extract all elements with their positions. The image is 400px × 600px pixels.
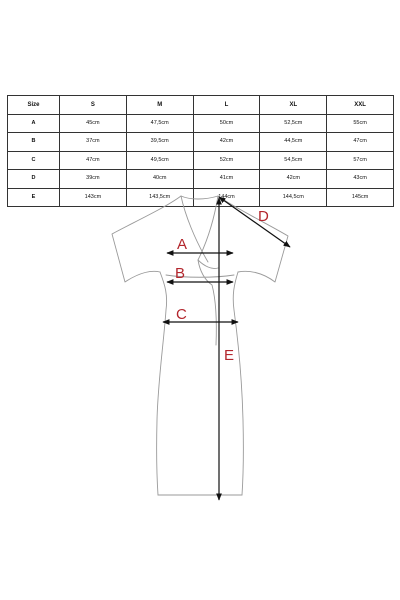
left-side-seam	[157, 272, 167, 495]
measure-line-d	[219, 197, 290, 247]
table-cell: 55cm	[327, 114, 394, 133]
table-cell: 143,5cm	[126, 188, 193, 207]
row-label: B	[8, 133, 60, 152]
table-cell: 39,5cm	[126, 133, 193, 152]
row-label: D	[8, 170, 60, 189]
table-cell: 49,5cm	[126, 151, 193, 170]
table-cell: 143cm	[60, 188, 127, 207]
header-l: L	[193, 96, 260, 115]
table-cell: 41cm	[193, 170, 260, 189]
header-size: Size	[8, 96, 60, 115]
dress-outline	[112, 196, 288, 495]
table-cell: 37cm	[60, 133, 127, 152]
table-cell: 145cm	[327, 188, 394, 207]
left-sleeve-outline	[112, 196, 181, 282]
table-cell: 52,5cm	[260, 114, 327, 133]
table-cell: 144cm	[193, 188, 260, 207]
label-a: A	[177, 236, 188, 253]
collar-outline	[181, 196, 218, 199]
measurement-labels	[175, 208, 269, 364]
table-cell: 42cm	[260, 170, 327, 189]
label-c: C	[176, 306, 187, 323]
table-cell: 44,5cm	[260, 133, 327, 152]
label-e: E	[224, 347, 235, 364]
neckline-outline	[181, 196, 218, 269]
right-side-seam	[233, 272, 243, 495]
table-cell: 54,5cm	[260, 151, 327, 170]
table-cell: 45cm	[60, 114, 127, 133]
row-label: A	[8, 114, 60, 133]
header-s: S	[60, 96, 127, 115]
row-label: C	[8, 151, 60, 170]
row-label: E	[8, 188, 60, 207]
label-d: D	[258, 208, 269, 225]
table-cell: 47cm	[327, 133, 394, 152]
table-cell: 47,5cm	[126, 114, 193, 133]
header-m: M	[126, 96, 193, 115]
header-xl: XL	[260, 96, 327, 115]
right-sleeve-outline	[218, 196, 288, 282]
label-b: B	[175, 265, 186, 282]
table-cell: 40cm	[126, 170, 193, 189]
table-cell: 39cm	[60, 170, 127, 189]
table-cell: 52cm	[193, 151, 260, 170]
table-cell: 57cm	[327, 151, 394, 170]
table-cell: 47cm	[60, 151, 127, 170]
header-xxl: XXL	[327, 96, 394, 115]
table-cell: 144,5cm	[260, 188, 327, 207]
table-cell: 43cm	[327, 170, 394, 189]
table-cell: 50cm	[193, 114, 260, 133]
table-cell: 42cm	[193, 133, 260, 152]
